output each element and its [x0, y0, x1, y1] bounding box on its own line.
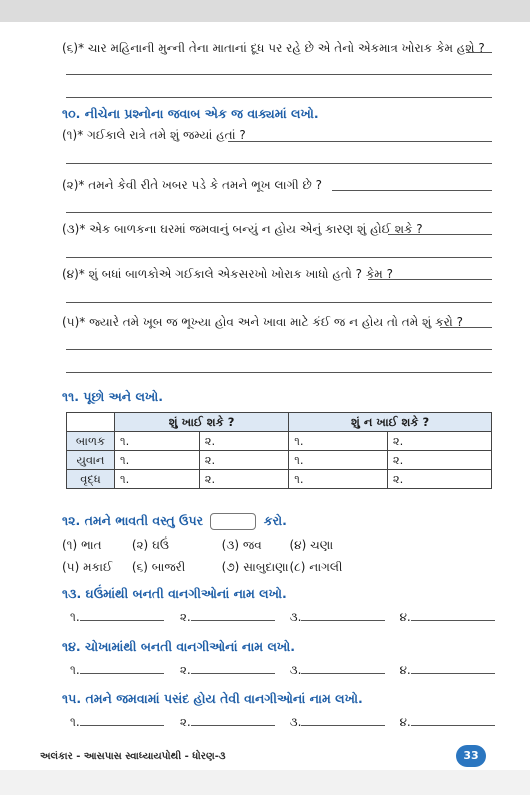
section-13-heading: ૧૩. ઘઉંમાંથી બનતી વાનગીઓનાં નામ લખો.: [62, 586, 287, 601]
blank-row-13: [70, 609, 495, 625]
section-14-heading: ૧૪. ચોખામાંથી બનતી વાનગીઓનાં નામ લખો.: [62, 639, 296, 654]
option-item[interactable]: (૫) મકાઈ: [62, 560, 113, 574]
column-header-can-eat: શું ખાઈ શકે ?: [115, 413, 289, 432]
option-item[interactable]: (૭) સાબુદાણા: [221, 560, 289, 574]
table-cell[interactable]: ૨.: [199, 451, 288, 470]
question-label: (૫)*: [62, 315, 86, 329]
heading-text: ૧૨. તમને ભાવતી વસ્તુ ઉપર: [62, 513, 204, 528]
answer-line[interactable]: [440, 327, 492, 328]
table-cell[interactable]: ૧.: [289, 451, 388, 470]
table-cell[interactable]: ૨.: [387, 451, 491, 470]
question-label: (૧)*: [62, 128, 84, 142]
table-cell[interactable]: ૧.: [289, 432, 388, 451]
footer-strip: [0, 770, 530, 795]
question-10-2: [62, 177, 322, 193]
page-top-strip: [0, 0, 530, 22]
heading-text: કરો.: [263, 513, 287, 528]
answer-line[interactable]: [332, 190, 492, 191]
section-15-heading: ૧૫. તમને જમવામાં પસંદ હોય તેવી વાનગીઓનાં નામ લખો.: [62, 691, 363, 706]
answer-line[interactable]: [228, 141, 492, 142]
circle-mark-box: [210, 513, 256, 530]
blank-item[interactable]: ૩.: [290, 714, 396, 730]
option-item[interactable]: (૧) ભાત: [62, 538, 102, 552]
answer-line[interactable]: [66, 372, 492, 373]
table-row: [67, 470, 492, 489]
row-label-youth: યુવાન: [67, 451, 115, 470]
question-label: (૪)*: [62, 267, 85, 281]
option-item[interactable]: (૪) ચણા: [289, 538, 334, 552]
table-cell[interactable]: ૧.: [115, 451, 200, 470]
blank-row-15: [70, 714, 495, 730]
table-cell[interactable]: ૧.: [115, 432, 200, 451]
table-row: [67, 432, 492, 451]
table-corner-cell: [67, 413, 115, 432]
question-text: તમને કેવી રીતે ખબર પડે કે તમને ભૂખ લાગી છે ?: [88, 178, 322, 192]
column-header-cannot-eat: શું ન ખાઈ શકે ?: [289, 413, 492, 432]
answer-line[interactable]: [368, 279, 492, 280]
answer-line[interactable]: [66, 163, 492, 164]
answer-line[interactable]: [466, 52, 492, 53]
blank-item[interactable]: ૪.: [399, 609, 494, 625]
answer-line[interactable]: [66, 74, 492, 75]
food-table: [66, 412, 492, 489]
question-10-5: [62, 314, 463, 330]
answer-line[interactable]: [66, 97, 492, 98]
table-cell[interactable]: ૨.: [199, 432, 288, 451]
question-10-3: [62, 221, 423, 237]
option-item[interactable]: (૩) જવ: [221, 538, 262, 552]
question-label: (૨)*: [62, 178, 85, 192]
table-row: [67, 451, 492, 470]
section-12-heading: [62, 513, 287, 530]
question-10-4: [62, 266, 393, 282]
blank-item[interactable]: ૨.: [180, 714, 286, 730]
answer-line[interactable]: [66, 257, 492, 258]
question-9-6: [62, 40, 485, 56]
blank-item[interactable]: ૨.: [180, 662, 286, 678]
section-10-heading: ૧૦. નીચેના પ્રશ્નોના જવાબ એક જ વાક્યમાં લખો.: [62, 106, 319, 121]
blank-item[interactable]: ૩.: [290, 662, 396, 678]
question-label: (૩)*: [62, 222, 86, 236]
option-item[interactable]: (૨) ઘઉં: [131, 538, 169, 552]
question-text: શું બધાં બાળકોએ ગઈકાલે એકસરખો ખોરાક ખાધો હતો ? કેમ ?: [88, 267, 393, 281]
blank-row-14: [70, 662, 495, 678]
question-text: એક બાળકના ઘરમાં જમવાનું બન્યું ન હોય એનું કારણ શું હોઈ શકે ?: [89, 222, 423, 236]
option-item[interactable]: (૮) નાગલી: [289, 560, 343, 574]
question-10-1: [62, 127, 246, 143]
question-text: જ્યારે તમે ખૂબ જ ભૂખ્યા હોવ અને ખાવા માટે કંઈ જ ન હોય તો તમે શું કરો ?: [89, 315, 463, 329]
question-label: (૬)*: [62, 41, 85, 55]
answer-line[interactable]: [66, 349, 492, 350]
answer-line[interactable]: [66, 302, 492, 303]
table-cell[interactable]: ૨.: [199, 470, 288, 489]
blank-item[interactable]: ૧.: [70, 714, 176, 730]
page-number-badge: 33: [456, 745, 486, 767]
blank-item[interactable]: ૪.: [399, 714, 494, 730]
option-item[interactable]: (૬) બાજરી: [131, 560, 186, 574]
blank-item[interactable]: ૧.: [70, 662, 176, 678]
section-11-heading: ૧૧. પૂછો અને લખો.: [62, 389, 164, 404]
answer-line[interactable]: [388, 234, 492, 235]
row-label-elderly: વૃદ્ધ: [67, 470, 115, 489]
row-label-child: બાળક: [67, 432, 115, 451]
question-text: ચાર મહિનાની મુન્ની તેના માતાનાં દૂધ પર રહે છે એ તેનો એકમાત્ર ખોરાક કેમ હશે ?: [87, 41, 485, 55]
blank-item[interactable]: ૨.: [180, 609, 286, 625]
option-row-2: [62, 559, 342, 575]
blank-item[interactable]: ૪.: [399, 662, 494, 678]
table-header-row: [67, 413, 492, 432]
table-cell[interactable]: ૧.: [289, 470, 388, 489]
question-text: ગઈકાલે રાત્રે તમે શું જમ્યાં હતાં ?: [87, 128, 246, 142]
answer-line[interactable]: [66, 212, 492, 213]
footer-book-title: અલંકાર - આસપાસ સ્વાધ્યાયપોથી - ધોરણ-૩: [40, 751, 226, 762]
blank-item[interactable]: ૩.: [290, 609, 396, 625]
table-cell[interactable]: ૧.: [115, 470, 200, 489]
option-row-1: [62, 537, 333, 553]
blank-item[interactable]: ૧.: [70, 609, 176, 625]
table-cell[interactable]: ૨.: [387, 470, 491, 489]
table-cell[interactable]: ૨.: [387, 432, 491, 451]
